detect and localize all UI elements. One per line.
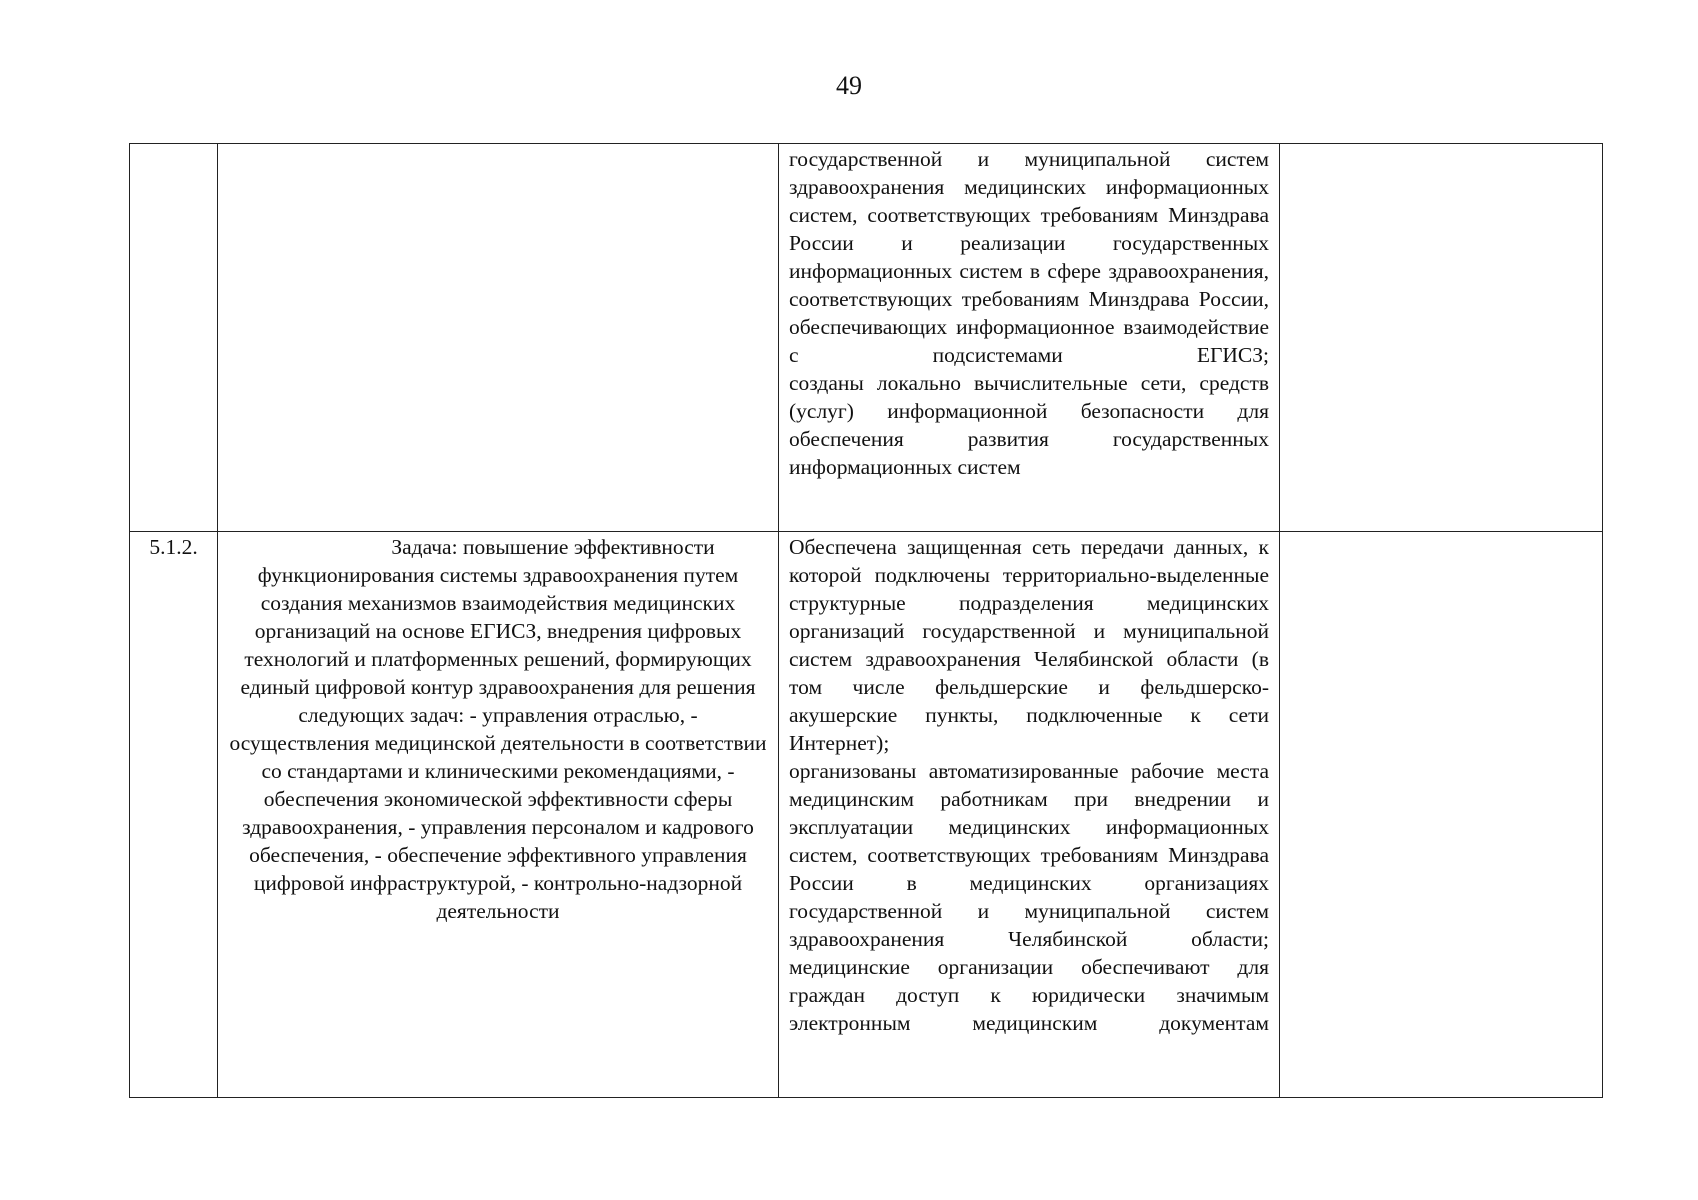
result-cell xyxy=(779,532,1280,1098)
result-paragraph: организованы автоматизированные рабочие места медицинским работникам при внедрении и эксплуатации медицинских информационных систем, соответствующих требованиям Минздрава России в медицинских организациях государственной и муниципальной систем здравоохранения Челябинской области; xyxy=(789,759,1269,951)
table-row xyxy=(130,144,1603,532)
extra-cell xyxy=(1280,144,1603,532)
result-paragraph: медицинские организации обеспечивают для граждан доступ к юридически значимым электронным медицинским документам xyxy=(789,955,1269,1035)
table-row xyxy=(130,532,1603,1098)
task-cell xyxy=(218,144,779,532)
row-number-cell xyxy=(130,144,218,532)
row-number: 5.1.2. xyxy=(149,535,198,559)
result-cell xyxy=(779,144,1280,532)
row-number xyxy=(130,144,217,145)
page-number: 49 xyxy=(836,71,862,100)
task-cell xyxy=(218,532,779,1098)
row-number-cell xyxy=(130,532,218,1098)
result-paragraph: Обеспечена защищенная сеть передачи данных, к которой подключены территориально-выделенные структурные подразделения медицинских организаций государственной и муниципальной систем здравоохранения Челябинской области (в том числе фельдшерские и фельдшерско-акушерские пункты, подключенные к сети Интернет); xyxy=(789,535,1269,755)
result-paragraph: государственной и муниципальной систем здравоохранения медицинских информационных систем, соответствующих требованиям Минздрава России и реализации государственных информационных систем в сфере здравоохранения, соответствующих требованиям Минздрава России, обеспечивающих информационное взаимодействие с подсистемами ЕГИСЗ; xyxy=(789,147,1269,367)
measures-table xyxy=(129,143,1603,1098)
result-paragraph: созданы локально вычислительные сети, средств (услуг) информационной безопасности для обеспечения развития государственных информационных систем xyxy=(789,371,1269,479)
extra-cell xyxy=(1280,532,1603,1098)
task-text xyxy=(218,144,778,145)
task-text: Задача: повышение эффективности функционирования системы здравоохранения путем создания механизмов взаимодействия медицинских организаций на основе ЕГИСЗ, внедрения цифровых технологий и платформенных решений, формирующих единый цифровой контур здравоохранения для решения следующих задач: - управления отраслью, - осуществления медицинской деятельности в соответствии со стандартами и клиническими рекомендациями, - обеспечения экономической эффективности сферы здравоохранения, - управления персоналом и кадрового обеспечения, - обеспечение эффективного управления цифровой инфраструктурой, - контрольно-надзорной деятельности xyxy=(229,535,767,923)
